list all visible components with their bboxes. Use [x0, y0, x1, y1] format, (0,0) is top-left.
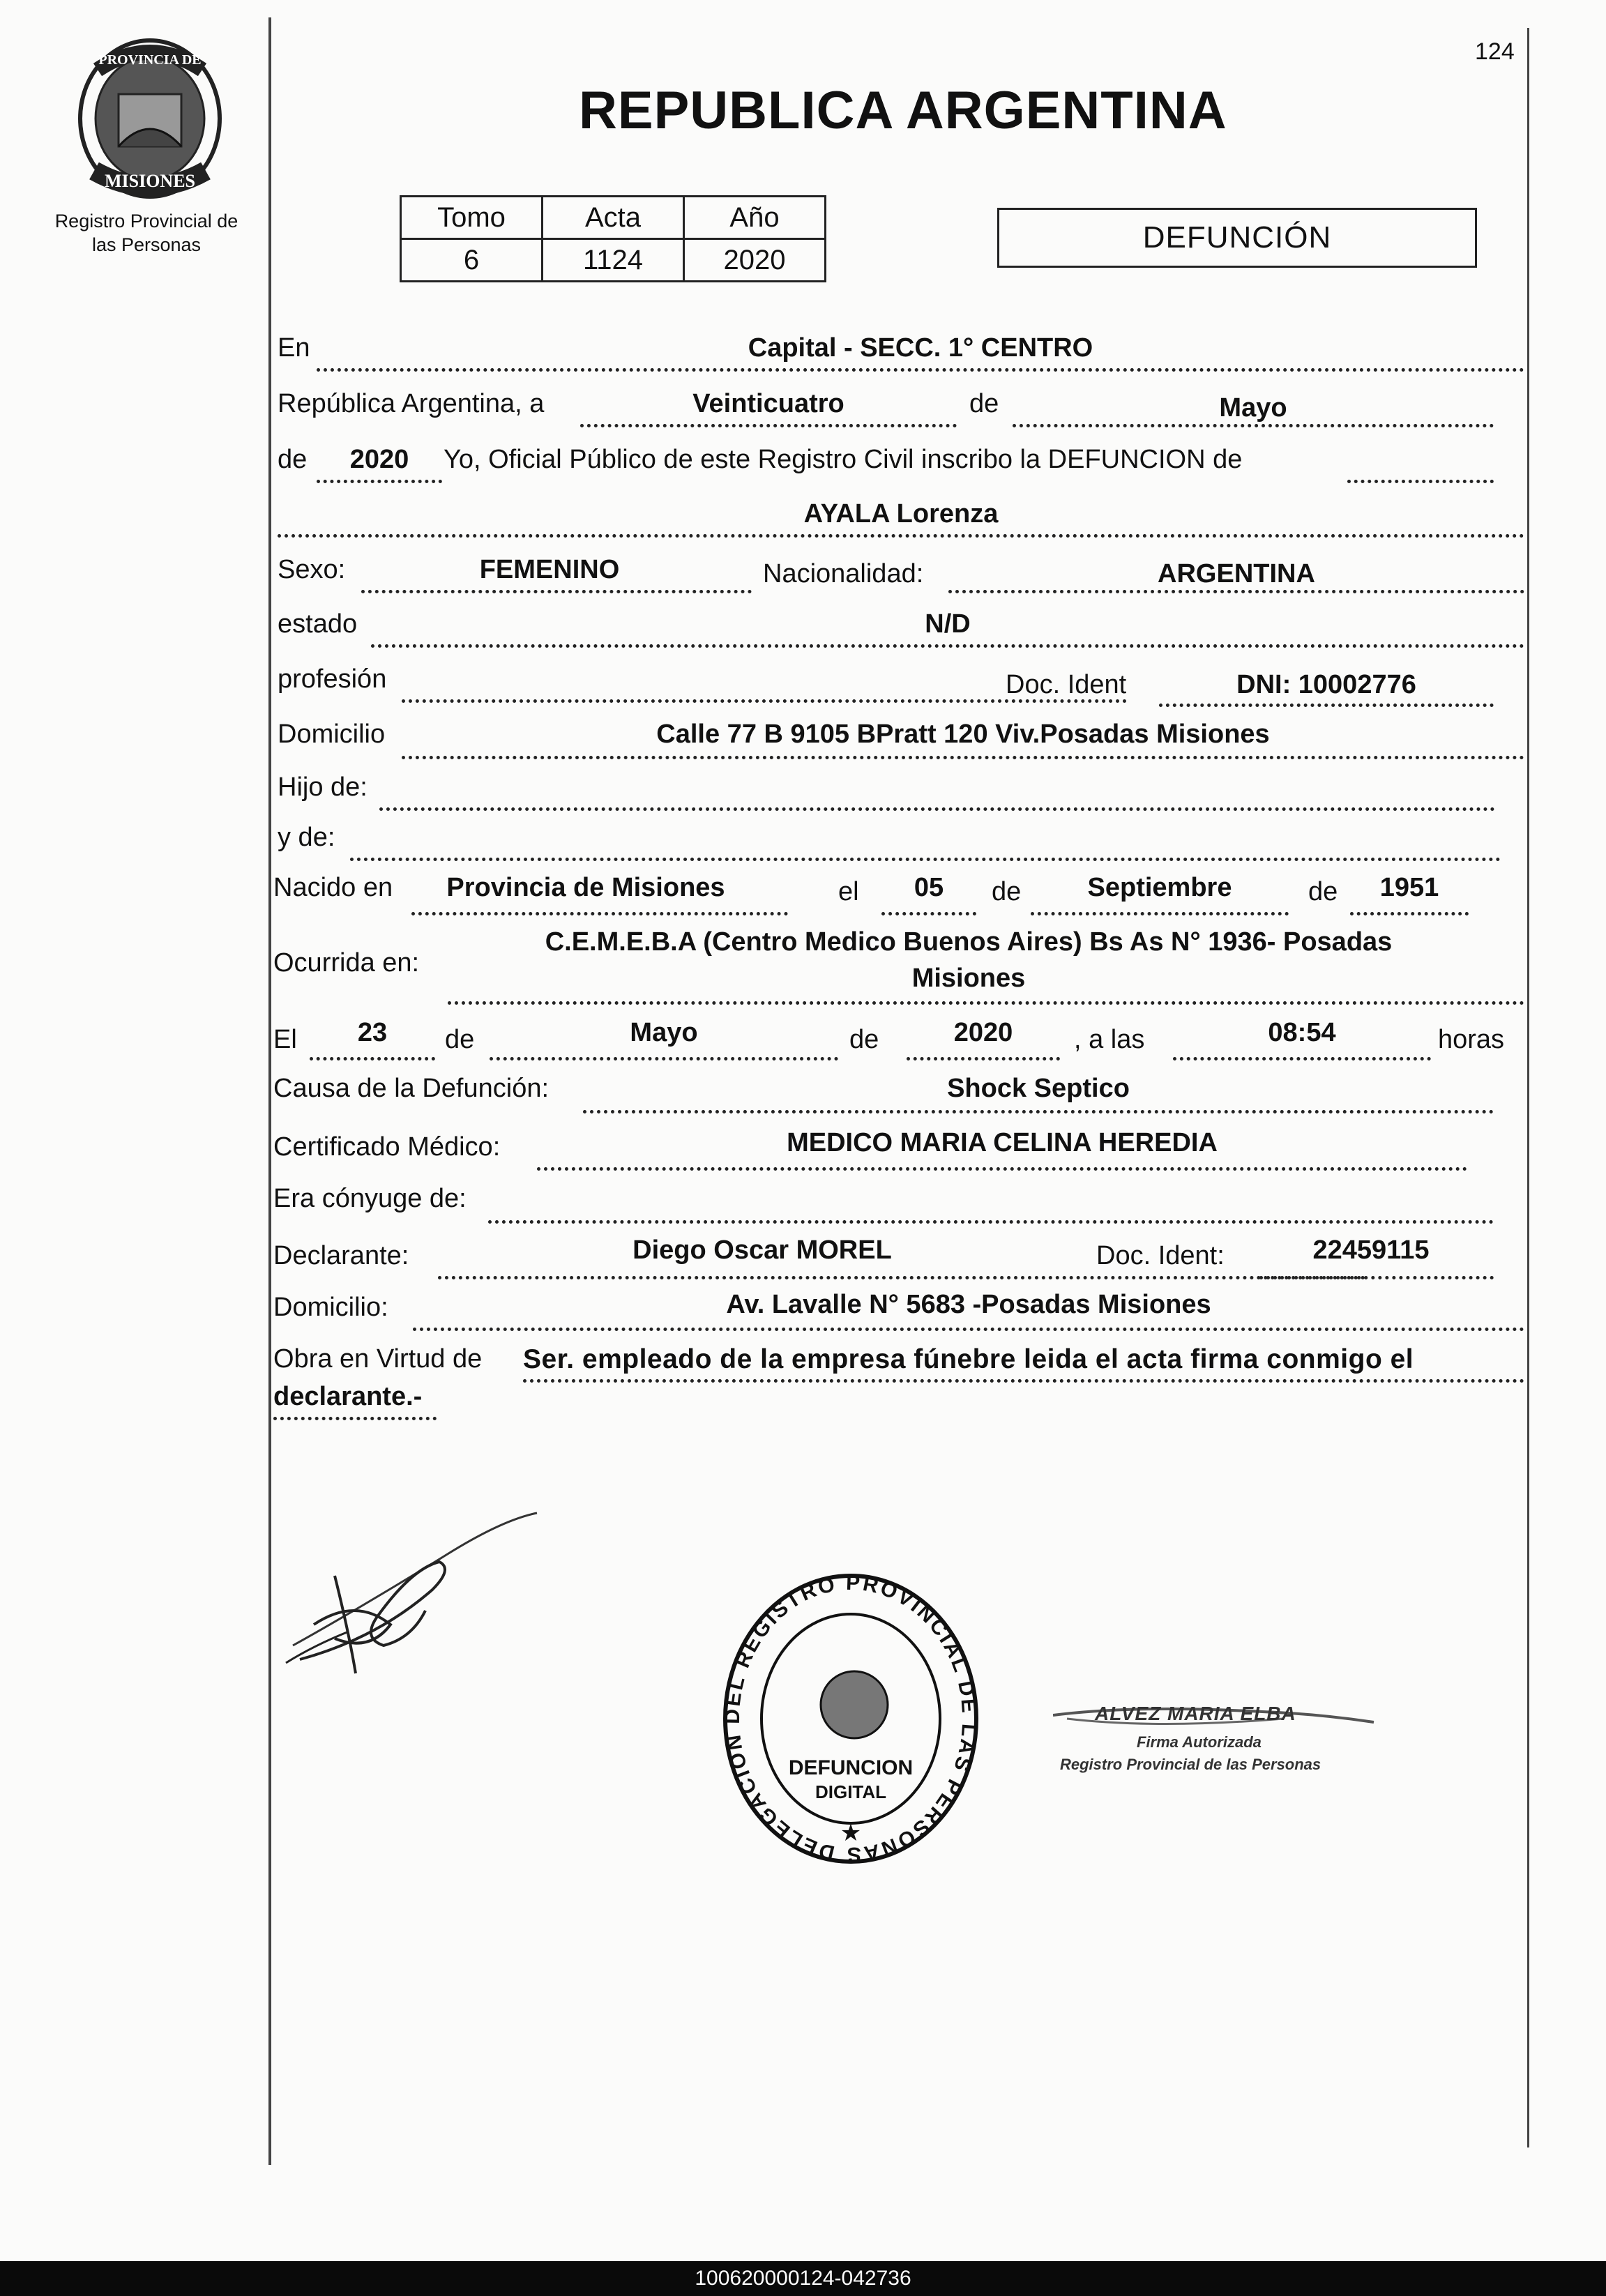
nacido-anio-value: 1951 [1379, 873, 1439, 902]
nacionalidad-label: Nacionalidad: [763, 559, 924, 588]
ocurrida-line2: Misiones [911, 964, 1026, 993]
obra-dotted-line1 [523, 1379, 1524, 1383]
nacido-dia-value: 05 [914, 873, 944, 902]
emblem-top-text: PROVINCIA DE [98, 52, 202, 68]
acta-value: 1124 [543, 239, 684, 282]
row-nacido [273, 873, 1529, 909]
muerte-de-label: de [445, 1025, 475, 1054]
estado-value: N/D [925, 609, 971, 639]
conyuge-label: Era cónyuge de: [273, 1184, 467, 1213]
nacido-label: Nacido en [273, 873, 393, 902]
registry-label-line2: las Personas [91, 234, 202, 255]
row-causa [273, 1074, 1529, 1110]
reference-value-row [401, 239, 826, 282]
muerte-anio-value: 2020 [953, 1018, 1013, 1047]
tomo-value: 6 [401, 239, 543, 282]
reference-table [400, 195, 826, 282]
profesion-label: profesión [278, 664, 387, 694]
authorized-name: ALVEZ MARIA ELBA [1095, 1703, 1296, 1724]
stamp-star-icon: ★ [840, 1820, 862, 1846]
month-dotted-line [1013, 424, 1494, 427]
en-dotted-line [317, 368, 1524, 372]
en-label: En [278, 333, 310, 363]
muerte-dia-value: 23 [357, 1018, 388, 1047]
hijo-label: Hijo de: [278, 773, 368, 802]
nacido-el-label: el [838, 877, 859, 906]
declarante-label: Declarante: [273, 1241, 409, 1270]
stamp-inner-line1: DEFUNCION [788, 1756, 914, 1779]
day-word-value: Veinticuatro [692, 389, 844, 418]
statement-dotted-line [1347, 480, 1494, 483]
declarante-doc-label: Doc. Ident: [1096, 1241, 1225, 1270]
doc-ident-value: DNI: 10002776 [1236, 670, 1416, 699]
registry-stamp-icon [718, 1572, 983, 1872]
statement-text: Yo, Oficial Público de este Registro Civil inscribo la DEFUNCION de [444, 445, 1243, 474]
row-name [273, 499, 1529, 535]
year-value: 2020 [349, 445, 409, 474]
estado-label: estado [278, 609, 358, 639]
authorized-line2: Registro Provincial de las Personas [1060, 1756, 1321, 1773]
row-statement [273, 445, 1529, 481]
certificado-dotted-line [537, 1167, 1467, 1171]
row-declarante [273, 1236, 1529, 1272]
muerte-hora-dotted-line [1173, 1057, 1431, 1060]
authorized-line1: Firma Autorizada [1137, 1733, 1262, 1751]
domicilio-label: Domicilio [278, 720, 386, 749]
causa-value: Shock Septico [947, 1074, 1130, 1103]
ocurrida-dotted-line [448, 1001, 1524, 1005]
row-en [273, 333, 1529, 370]
row-ocurrida [273, 927, 1529, 1011]
day-dotted-line [580, 424, 957, 427]
nacido-de-label: de [992, 877, 1022, 906]
obra-value-line2: declarante.- [273, 1382, 423, 1411]
row-hijo [273, 773, 1529, 809]
barcode-footer: 100620000124-042736 [0, 2261, 1606, 2296]
muerte-hora-value: 08:54 [1268, 1018, 1336, 1047]
act-type-box: DEFUNCIÓN [997, 208, 1477, 268]
domicilio-value: Calle 77 B 9105 BPratt 120 Viv.Posadas Misiones [656, 720, 1270, 749]
row-domicilio [273, 720, 1529, 756]
republica-label: República Argentina, a [278, 389, 545, 418]
nacido-mes-dotted-line [1031, 912, 1289, 915]
registry-label-line1: Registro Provincial de [54, 211, 238, 231]
row-conyuge [273, 1184, 1529, 1220]
declarante-doc-value: 22459115 [1312, 1236, 1430, 1265]
ocurrida-label: Ocurrida en: [273, 948, 420, 978]
obra-label: Obra en Virtud de [273, 1344, 483, 1374]
doc-ident-label: Doc. Ident [1006, 670, 1127, 699]
conyuge-dotted-line [488, 1220, 1494, 1224]
emblem-bottom-text: MISIONES [104, 171, 196, 191]
official-signature-icon [272, 1506, 565, 1687]
declarante-doc-dotted-line [1259, 1276, 1494, 1279]
declarante-dotted-line [438, 1276, 1365, 1279]
sexo-label: Sexo: [278, 555, 346, 584]
nacionalidad-value: ARGENTINA [1158, 559, 1315, 588]
authorized-signature-block [1053, 1701, 1381, 1792]
row-domicilio-declarante [273, 1290, 1529, 1326]
declarante-value: Diego Oscar MOREL [632, 1236, 892, 1265]
stamp-ring-text: DELEGACION DEL REGISTRO PROVINCIAL DE LAS PERSONAS [720, 1572, 981, 1867]
muerte-de2-label: de [849, 1025, 879, 1054]
alas-label: , a las [1074, 1025, 1145, 1054]
row-date [273, 389, 1529, 425]
yde-dotted-line [350, 858, 1501, 861]
provincial-emblem-icon [70, 28, 230, 202]
page-number: 124 [1475, 38, 1515, 65]
acta-header: Acta [543, 197, 684, 239]
nacido-lugar-value: Provincia de Misiones [446, 873, 725, 902]
year-prefix-label: de [278, 445, 308, 474]
month-value: Mayo [1219, 393, 1287, 423]
left-margin-rule [268, 17, 271, 2165]
row-sexo [273, 555, 1529, 591]
reference-header-row [401, 197, 826, 239]
tomo-header: Tomo [401, 197, 543, 239]
en-value: Capital - SECC. 1° CENTRO [748, 333, 1093, 363]
domicilio2-label: Domicilio: [273, 1293, 388, 1322]
name-dotted-line [278, 534, 1524, 538]
hijo-dotted-line [379, 807, 1495, 811]
muerte-dia-dotted-line [310, 1057, 435, 1060]
nacido-mes-value: Septiembre [1087, 873, 1232, 902]
causa-label: Causa de la Defunción: [273, 1074, 550, 1103]
muerte-mes-dotted-line [490, 1057, 838, 1060]
row-estado [273, 609, 1529, 646]
muerte-mes-value: Mayo [630, 1018, 698, 1047]
domicilio-dotted-line [402, 756, 1524, 759]
estado-dotted-line [371, 644, 1524, 648]
nacido-lugar-dotted-line [411, 912, 788, 915]
nacido-dia-dotted-line [881, 912, 976, 915]
page-title: REPUBLICA ARGENTINA [579, 81, 1227, 140]
obra-value-line1: Ser. empleado de la empresa fúnebre leida el acta firma conmigo el [523, 1344, 1414, 1374]
ocurrida-line1: C.E.M.E.B.A (Centro Medico Buenos Aires) Bs As N° 1936- Posadas [545, 927, 1393, 957]
row-fecha-muerte [273, 1018, 1529, 1054]
certificado-label: Certificado Médico: [273, 1132, 501, 1162]
stamp-inner-line2: DIGITAL [815, 1781, 887, 1802]
registry-label [35, 209, 258, 257]
el2-label: El [273, 1025, 297, 1054]
anio-value: 2020 [684, 239, 826, 282]
row-yde [273, 823, 1529, 859]
nacido-de2-label: de [1308, 877, 1338, 906]
domicilio2-value: Av. Lavalle N° 5683 -Posadas Misiones [726, 1290, 1211, 1319]
row-certificado [273, 1128, 1529, 1164]
de-label: de [969, 389, 999, 418]
obra-dotted-line2 [273, 1417, 437, 1420]
muerte-anio-dotted-line [907, 1057, 1060, 1060]
row-profesion [273, 664, 1529, 701]
domicilio2-dotted-line [413, 1328, 1524, 1331]
certificado-value: MEDICO MARIA CELINA HEREDIA [787, 1128, 1218, 1157]
yde-label: y de: [278, 823, 335, 852]
nacido-anio-dotted-line [1350, 912, 1469, 915]
sexo-dotted-line [361, 590, 752, 593]
doc-ident-dotted-line [1159, 704, 1494, 707]
deceased-name: AYALA Lorenza [803, 499, 999, 529]
causa-dotted-line [583, 1110, 1494, 1113]
sexo-value: FEMENINO [479, 555, 620, 584]
horas-label: horas [1438, 1025, 1505, 1054]
row-obra [273, 1344, 1529, 1421]
anio-header: Año [684, 197, 826, 239]
nacionalidad-dotted-line [948, 590, 1524, 593]
year-dotted-line [317, 480, 442, 483]
